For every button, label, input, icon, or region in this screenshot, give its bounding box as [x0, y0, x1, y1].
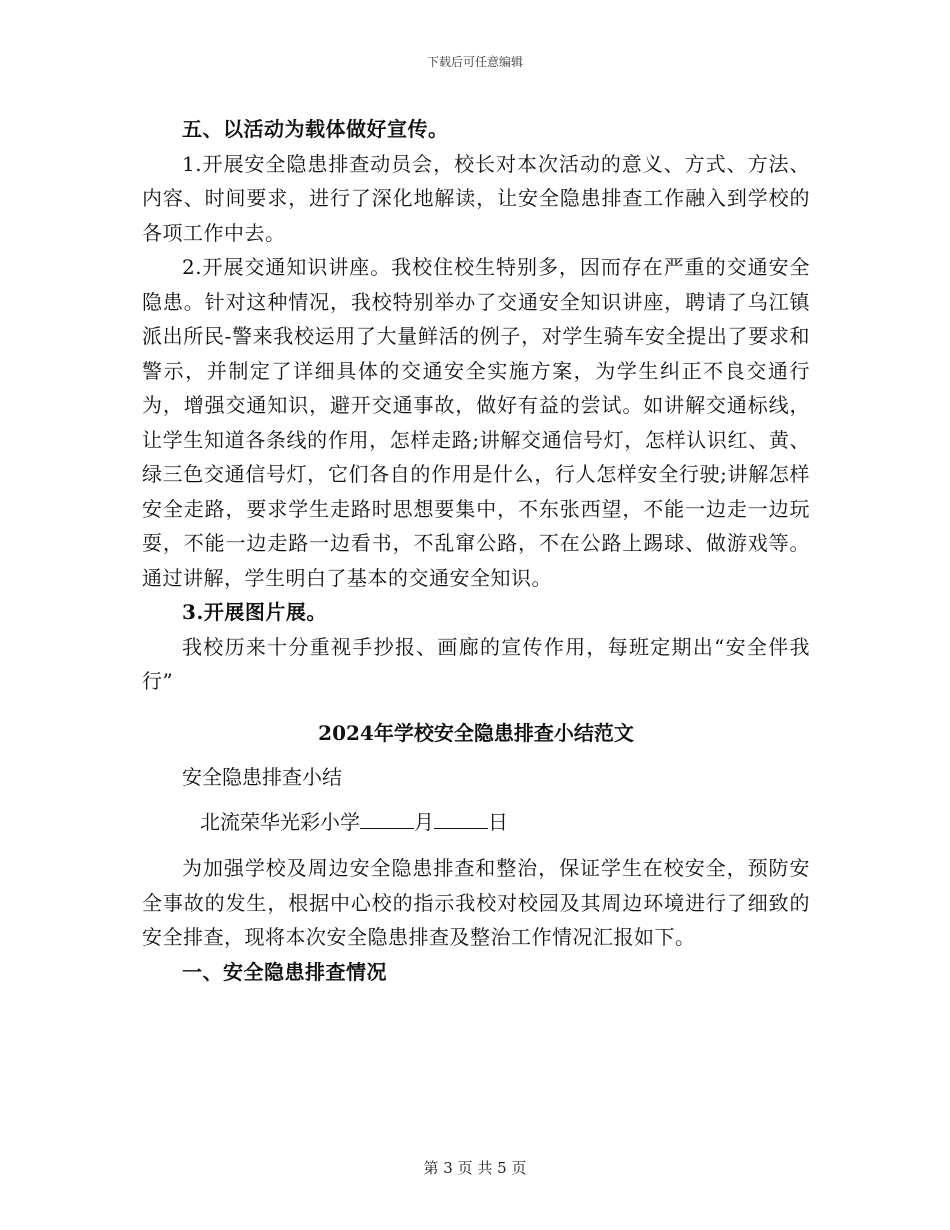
paragraph-traffic-lecture: 2.开展交通知识讲座。我校住校生特别多，因而存在严重的交通安全隐患。针对这种情况，我校特别举办了交通安全知识讲座，聘请了乌江镇派出所民-警来我校运用了大量鲜活的例子，对学生骑车安全提出了要求和警示，并制定了详细具体的交通安全实施方案，为学生纠正不良交通行为，增强交通知识，避开交通事故，做好有益的尝试。如讲解交通标线，让学生知道各条线的作用，怎样走路;讲解交通信号灯，怎样认识红、黄、绿三色交通信号灯，它们各自的作用是什么，行人怎样安全行驶;讲解怎样安全走路，要求学生走路时思想要集中，不东张西望，不能一边走一边玩耍，不能一边走路一边看书，不乱窜公路，不在公路上踢球、做游戏等。通过讲解，学生明白了基本的交通安全知识。: [142, 255, 810, 590]
school-date-line: [142, 805, 810, 840]
document-body: [142, 112, 810, 989]
paragraph-intro: 为加强学校及周边安全隐患排查和整治，保证学生在校安全，预防安全事故的发生，根据中心校的指示我校对校园及其周边环境进行了细致的安全排查，现将本次安全隐患排查及整治工作情况汇报如下。: [142, 856, 810, 949]
school-name: 北流荣华光彩小学: [200, 809, 360, 834]
month-blank: [360, 806, 414, 829]
month-label: 月: [414, 809, 434, 834]
day-blank: [434, 806, 488, 829]
paragraph-mobilization-meeting: 1.开展安全隐患排查动员会，校长对本次活动的意义、方式、方法、内容、时间要求，进行了深化地解读，让安全隐患排查工作融入到学校的各项工作中去。: [142, 151, 810, 245]
page-header: 下载后可任意编辑: [426, 55, 523, 69]
paragraph-photo-exhibition: 我校历来十分重视手抄报、画廊的宣传作用，每班定期出“安全伴我行”: [142, 634, 810, 693]
page-footer: 第 3 页 共 5 页: [423, 1159, 527, 1177]
article-title: 2024年学校安全隐患排查小结范文: [318, 720, 634, 745]
subheading-photo-exhibition: 3.开展图片展。: [182, 600, 327, 624]
article-subtitle: 安全隐患排查小结: [182, 765, 342, 789]
section-heading-1: 一、安全隐患排查情况: [182, 959, 387, 984]
day-label: 日: [488, 809, 508, 834]
section-heading-5: 五、以活动为载体做好宣传。: [182, 117, 449, 141]
